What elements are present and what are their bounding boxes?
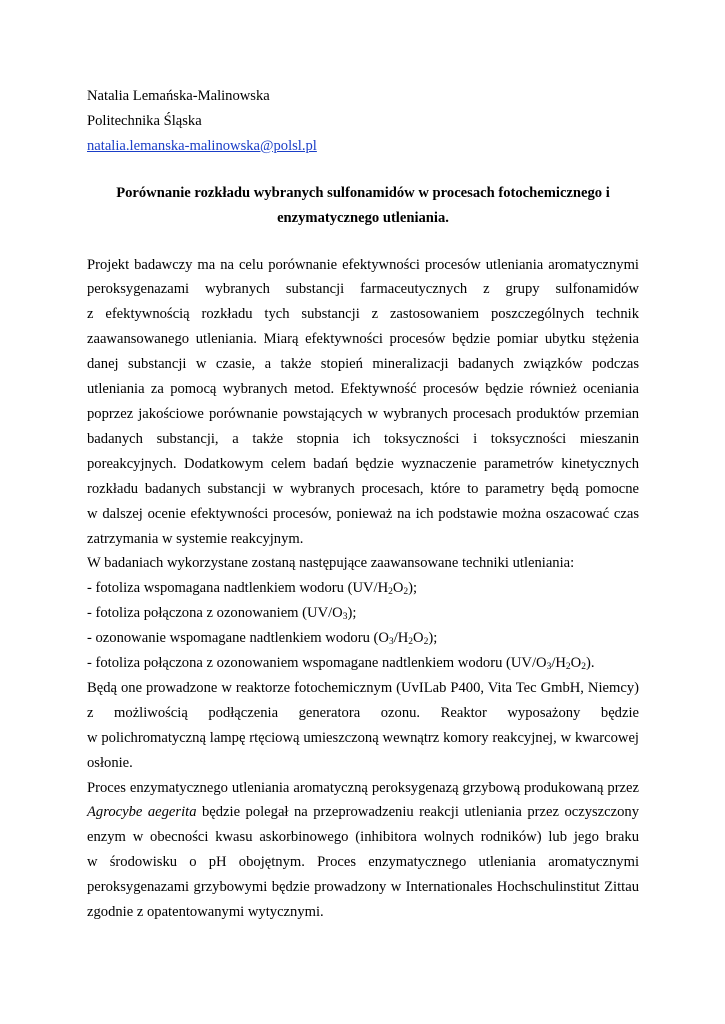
paragraph-line: danej substancji w czasie, a także stopień mineralizacji badanych związków podczas <box>87 356 639 373</box>
paragraph-line-last: zatrzymania w systemie reakcyjnym. <box>87 530 304 547</box>
paragraph-line: peroksygenazami wybranych substancji farmaceutycznych z grupy sulfonamidów <box>87 281 639 298</box>
paragraph-line: rozkładu badanych substancji w wybranych procesach, które to parametry będą pomocne <box>87 480 639 497</box>
paragraph-line: Projekt badawczy ma na celu porównanie efektywności procesów utleniania aromatycznymi <box>87 256 639 273</box>
author-name: Natalia Lemańska-Malinowska <box>87 88 270 104</box>
paragraph-line: w środowisku o pH obojętnym. Proces enzymatycznego utleniania aromatycznymi <box>87 854 639 871</box>
paragraph-line-last: zgodnie z opatentowanymi wytycznymi. <box>87 904 324 921</box>
paragraph-line: utleniania za pomocą wybranych metod. Efektywność procesów będzie również oceniania <box>87 381 639 398</box>
technique-item-o3-h2o2: - ozonowanie wspomagane nadtlenkiem wodoru $(O_3/H_2O_2)$; <box>87 630 438 648</box>
paragraph-line: peroksygenazami grzybowymi będzie prowadzony w Internationales Hochschulinstitut Zittau <box>87 879 639 896</box>
document-page <box>87 84 639 925</box>
paragraph-line: poreakcyjnych. Dodatkowym celem badań będzie wyznaczenie parametrów kinetycznych <box>87 455 639 472</box>
paragraph-line: zaawansowanego utleniania. Miarą efektywności procesów będzie pomiar ubytku stężenia <box>87 331 639 348</box>
paragraph-2 <box>87 676 639 776</box>
technique-item-uv-o3: - fotoliza połączona z ozonowaniem $(UV/O_3)$; <box>87 605 357 623</box>
author-affiliation: Politechnika Śląska <box>87 112 202 129</box>
paragraph-line: poprzez jakościowe porównanie powstających w wybranych procesach produktów przemian <box>87 405 639 422</box>
paragraph-line: w dalszej ocenie efektywności procesów, ponieważ na ich podstawie można oszacować czas <box>87 505 639 522</box>
paragraph-1 <box>87 253 639 552</box>
paragraph-line: z efektywnością rozkładu tych substancji z zastosowaniem poszczególnych technik <box>87 306 639 323</box>
techniques-intro: W badaniach wykorzystane zostaną następujące zaawansowane techniki utleniania: <box>87 555 575 572</box>
paragraph-3 <box>87 776 639 925</box>
technique-item-uv-o3-h2o2: - fotoliza połączona z ozonowaniem wspomagane nadtlenkiem wodoru $(UV/O_3/H_2O_2)$. <box>87 655 595 673</box>
title-line-2: enzymatycznego utleniania. <box>277 209 449 226</box>
paragraph-line: Będą one prowadzone w reaktorze fotochemicznym (UvILab P400, Vita Tec GmbH, Niemcy) <box>87 679 639 696</box>
paragraph-line: enzym w obecności kwasu askorbinowego (inhibitora wolnych rodników) lub jego braku <box>87 829 639 846</box>
paragraph-line: z możliwością podłączenia generatora ozonu. Reaktor wyposażony będzie <box>87 704 639 721</box>
paragraph-line: w polichromatyczną lampę rtęciową umieszczoną wewnątrz komory reakcyjnej, w kwarcowej <box>87 729 639 746</box>
paragraph-line: Agrocybe aegerita będzie polegał na przeprowadzeniu reakcji utleniania przez oczyszczony <box>87 804 639 821</box>
paragraph-line-last: osłonie. <box>87 754 133 771</box>
technique-item-uv-h2o2: - fotoliza wspomagana nadtlenkiem wodoru $(UV/H_2O_2)$; <box>87 580 418 598</box>
species-name: Agrocybe aegerita <box>87 804 197 821</box>
paragraph-line: Proces enzymatycznego utleniania aromatyczną peroksygenazą grzybową produkowaną przez <box>87 779 639 796</box>
title-line-1: Porównanie rozkładu wybranych sulfonamidów w procesach fotochemicznego i <box>116 184 610 201</box>
author-email-link[interactable]: natalia.lemanska-malinowska@polsl.pl <box>87 137 317 154</box>
paragraph-line: badanych substancji, a także stopnia ich toksyczności i toksyczności mieszanin <box>87 430 639 447</box>
